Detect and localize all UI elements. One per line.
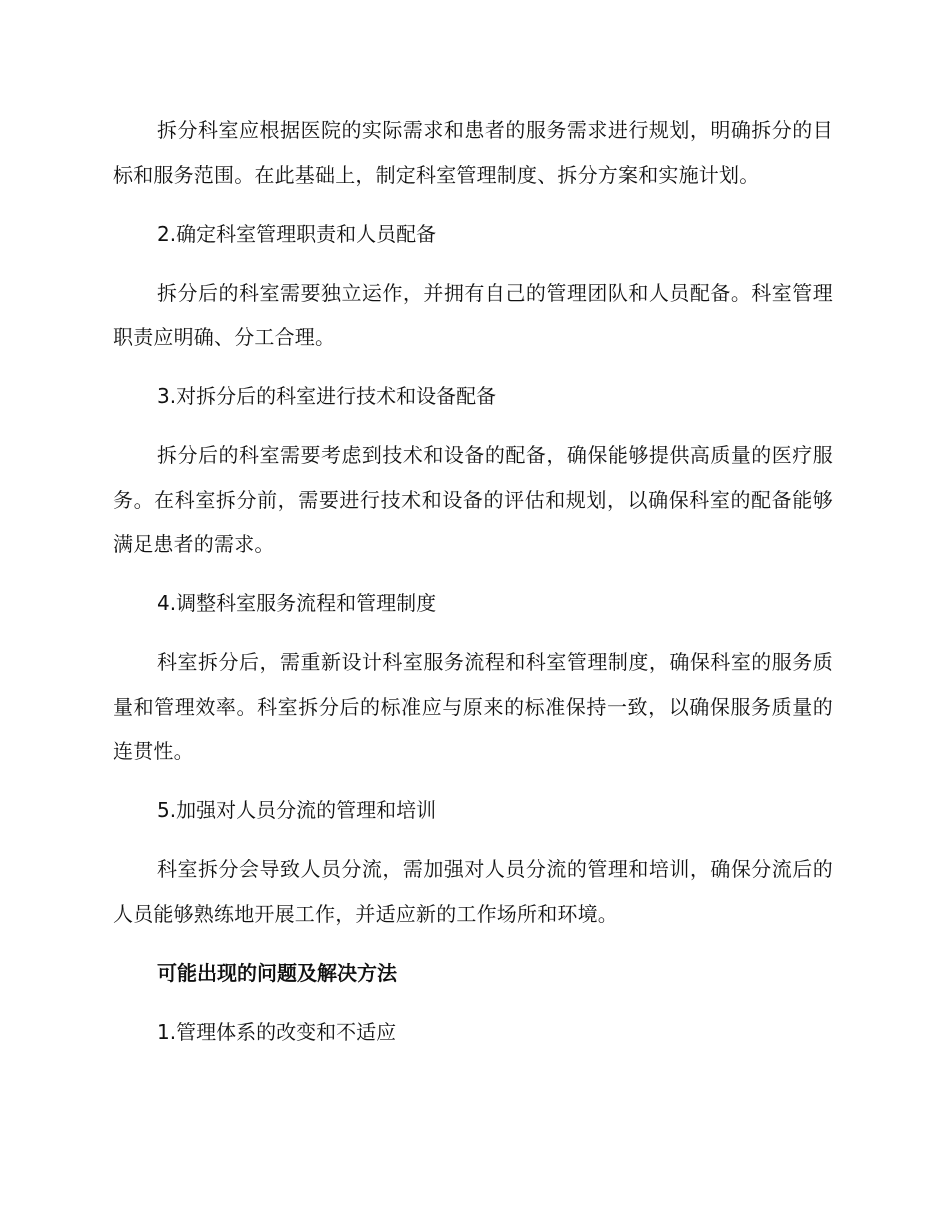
- document-body: [113, 108, 833, 1054]
- paragraph-staffing: 拆分后的科室需要独立运作，并拥有自己的管理团队和人员配备。科室管理职责应明确、分工合理。: [113, 280, 833, 349]
- section-heading-problem-1: 1.管理体系的改变和不适应: [157, 1019, 397, 1044]
- section-heading-2: 2.确定科室管理职责和人员配备: [157, 221, 437, 246]
- problems-heading: 可能出现的问题及解决方法: [157, 960, 397, 985]
- paragraph-training: 科室拆分会导致人员分流，需加强对人员分流的管理和培训，确保分流后的人员能够熟练地开展工作，并适应新的工作场所和环境。: [113, 857, 833, 926]
- section-heading-5: 5.加强对人员分流的管理和培训: [157, 798, 437, 822]
- section-heading-4: 4.调整科室服务流程和管理制度: [157, 591, 437, 615]
- section-heading-3: 3.对拆分后的科室进行技术和设备配备: [157, 384, 497, 408]
- paragraph-planning: 拆分科室应根据医院的实际需求和患者的服务需求进行规划，明确拆分的目标和服务范围。在此基础上，制定科室管理制度、拆分方案和实施计划。: [113, 118, 833, 187]
- paragraph-process: 科室拆分后，需重新设计科室服务流程和科室管理制度，确保科室的服务质量和管理效率。科室拆分后的标准应与原来的标准保持一致，以确保服务质量的连贯性。: [113, 650, 833, 763]
- paragraph-equipment: 拆分后的科室需要考虑到技术和设备的配备，确保能够提供高质量的医疗服务。在科室拆分前，需要进行技术和设备的评估和规划，以确保科室的配备能够满足患者的需求。: [113, 443, 833, 556]
